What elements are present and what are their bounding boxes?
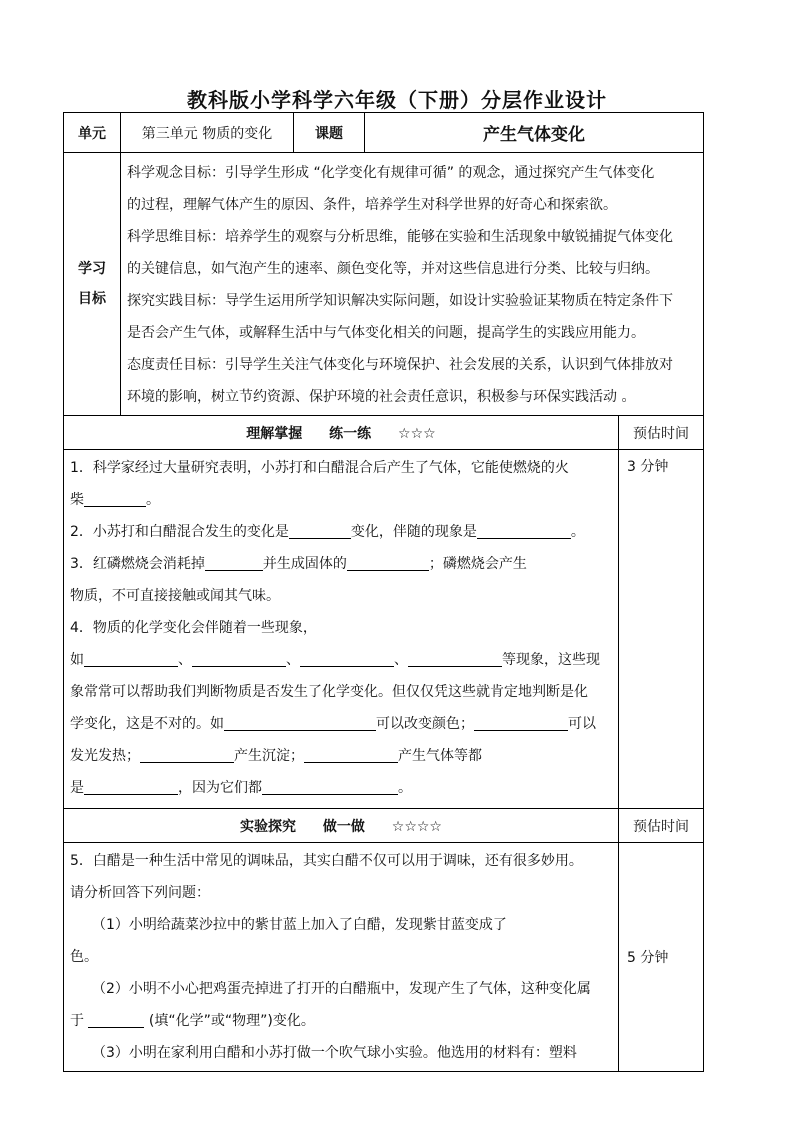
goals-row: [64, 153, 704, 416]
goals-text: [121, 153, 704, 416]
question-5-2-cont: 于 (填“化学”或“物理”)变化。: [70, 1013, 315, 1029]
page-title: 教科版小学科学六年级（下册）分层作业设计: [187, 88, 607, 112]
goal-line: 态度责任目标：引导学生关注气体变化与环境保护、社会发展的关系，认识到气体排放对: [127, 357, 673, 373]
question-4-cont: 象常常可以帮助我们判断物质是否发生了化学变化。但仅仅凭这些就肯定地判断是化: [70, 684, 588, 700]
question-4-cont: 是 ，因为它们都 。: [70, 780, 412, 796]
topic-label: 课题: [294, 113, 365, 153]
question-5: 5．白醋是一种生活中常见的调味品，其实白醋不仅可以用于调味，还有很多妙用。: [70, 853, 583, 869]
goals-label: 学习 目标: [64, 153, 121, 416]
answer-blank[interactable]: [474, 714, 568, 731]
answer-blank[interactable]: [192, 650, 286, 667]
question-4: 4．物质的化学变化会伴随着一些现象，: [70, 620, 317, 636]
worksheet-table: [63, 112, 704, 1072]
answer-blank[interactable]: [84, 490, 146, 507]
answer-blank[interactable]: [205, 554, 263, 571]
question-5-1-cont: 色。: [70, 949, 98, 965]
goal-line: 的关键信息，如气泡产生的速率、颜色变化等，并对这些信息进行分类、比较与归纳。: [127, 261, 659, 277]
answer-blank[interactable]: [88, 1011, 144, 1028]
section2-time-label: 预估时间: [619, 809, 704, 843]
question-2: 2．小苏打和白醋混合发生的变化是 变化，伴随的现象是 。: [70, 524, 585, 540]
section2-body-row: [64, 843, 704, 1072]
goal-line: 科学思维目标：培养学生的观察与分析思维，能够在实验和生活现象中敏锐捕捉气体变化: [127, 229, 673, 245]
question-3: 3．红磷燃烧会消耗掉 并生成固体的 ；磷燃烧会产生: [70, 556, 527, 572]
answer-blank[interactable]: [347, 554, 429, 571]
question-4-cont: 发光发热； 产生沉淀； 产生气体等都: [70, 748, 482, 764]
goal-line: 探究实践目标：导学生运用所学知识解决实际问题，如设计实验验证某物质在特定条件下: [127, 293, 673, 309]
star-rating: ☆☆☆: [398, 425, 436, 442]
answer-blank[interactable]: [84, 778, 178, 795]
header-row: [64, 113, 704, 153]
section1-header-row: [64, 416, 704, 450]
question-5-2: （2）小明不小心把鸡蛋壳掉进了打开的白醋瓶中，发现产生了气体，这种变化属: [92, 981, 591, 997]
topic-value: 产生气体变化: [365, 113, 704, 153]
section1-questions: [64, 450, 619, 809]
answer-blank[interactable]: [304, 746, 398, 763]
star-rating: ☆☆☆☆: [391, 818, 442, 835]
section1-time-label: 预估时间: [619, 416, 704, 450]
section2-title: 实验探究 做一做 ☆☆☆☆: [64, 809, 619, 843]
answer-blank[interactable]: [300, 650, 394, 667]
question-5-1: （1）小明给蔬菜沙拉中的紫甘蓝上加入了白醋，发现紫甘蓝变成了: [92, 917, 507, 933]
question-3-cont: 物质，不可直接接触或闻其气味。: [70, 588, 280, 604]
answer-blank[interactable]: [289, 522, 351, 539]
question-5-3: （3）小明在家利用白醋和小苏打做一个吹气球小实验。他选用的材料有：塑料: [92, 1045, 577, 1061]
question-1-cont: 柴 。: [70, 492, 160, 508]
section1-body-row: [64, 450, 704, 809]
question-5-cont: 请分析回答下列问题：: [70, 885, 210, 901]
section1-title: 理解掌握 练一练 ☆☆☆: [64, 416, 619, 450]
goal-line: 环境的影响，树立节约资源、保护环境的社会责任意识，积极参与环保实践活动 。: [127, 389, 636, 405]
question-1: 1．科学家经过大量研究表明，小苏打和白醋混合后产生了气体，它能使燃烧的火: [70, 460, 569, 476]
section2-header-row: [64, 809, 704, 843]
unit-value: 第三单元 物质的变化: [121, 113, 294, 153]
section2-time-value: 5 分钟: [619, 843, 704, 1072]
answer-blank[interactable]: [262, 778, 398, 795]
section2-questions: [64, 843, 619, 1072]
answer-blank[interactable]: [224, 714, 376, 731]
answer-blank[interactable]: [477, 522, 571, 539]
answer-blank[interactable]: [140, 746, 234, 763]
answer-blank[interactable]: [84, 650, 178, 667]
goal-line: 是否会产生气体，或解释生活中与气体变化相关的问题，提高学生的实践应用能力。: [127, 325, 645, 341]
question-4-cont: 学变化，这是不对的。如 可以改变颜色； 可以: [70, 716, 596, 732]
goal-line: 的过程，理解气体产生的原因、条件，培养学生对科学世界的好奇心和探索欲。: [127, 197, 617, 213]
question-4-cont: 如 、 、 、 等现象，这些现: [70, 652, 600, 668]
goal-line: 科学观念目标：引导学生形成 “化学变化有规律可循” 的观念，通过探究产生气体变化: [127, 165, 655, 181]
unit-label: 单元: [64, 113, 121, 153]
answer-blank[interactable]: [408, 650, 502, 667]
section1-time-value: 3 分钟: [619, 450, 704, 809]
